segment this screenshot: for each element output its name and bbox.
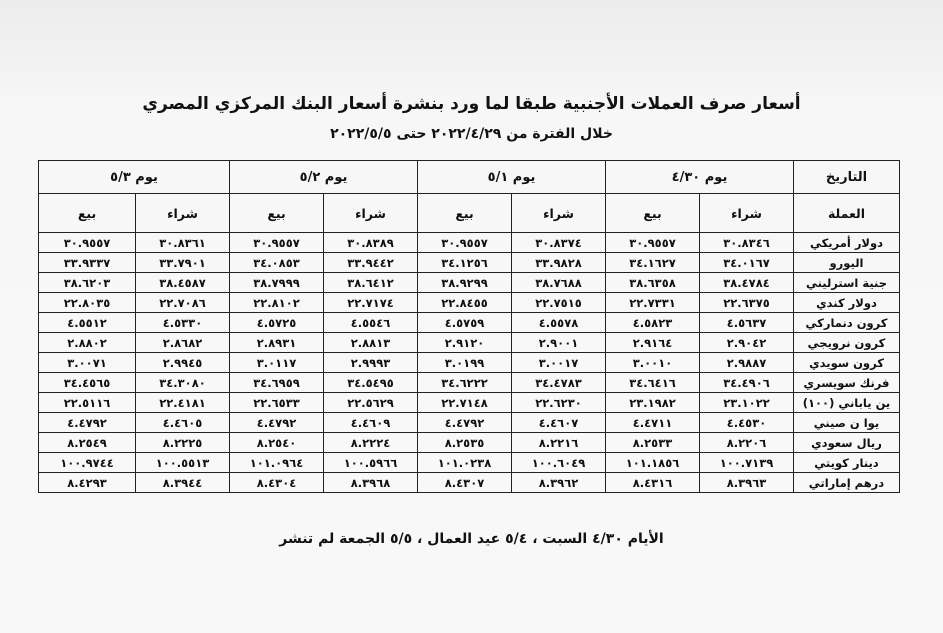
sell-rate-cell: ٣٠.٩٥٥٧ [418, 233, 512, 253]
sell-rate-cell: ٤.٥٧٥٩ [418, 313, 512, 333]
buy-rate-cell: ٨.٣٩٦٣ [700, 473, 794, 493]
buy-rate-cell: ٢٣.١٠٢٢ [700, 393, 794, 413]
day-header: يوم ٥/٢ [230, 161, 418, 194]
buy-rate-cell: ٨.٣٩٦٨ [324, 473, 418, 493]
sell-rate-cell: ٢.٩١٦٤ [606, 333, 700, 353]
table-row [39, 453, 900, 473]
sell-rate-cell: ٣٤.٠٨٥٣ [230, 253, 324, 273]
buy-rate-cell: ٣٨.٤٥٨٧ [136, 273, 230, 293]
table-row [39, 293, 900, 313]
exchange-rates-table [38, 160, 900, 493]
sell-rate-cell: ٣٠.٩٥٥٧ [606, 233, 700, 253]
currency-name: دولار أمريكي [794, 233, 900, 253]
buy-rate-cell: ١٠٠.٥٥١٣ [136, 453, 230, 473]
sell-rate-cell: ٤.٤٧٩٢ [230, 413, 324, 433]
buy-rate-cell: ٢.٩٩٤٥ [136, 353, 230, 373]
sell-rate-cell: ٣.٠١٩٩ [418, 353, 512, 373]
buy-rate-cell: ٢.٩٩٩٣ [324, 353, 418, 373]
table-row [39, 333, 900, 353]
sell-rate-cell: ٣٤.٤٥٦٥ [39, 373, 136, 393]
buy-rate-cell: ٢٢.٧١٧٤ [324, 293, 418, 313]
currency-name: فرنك سويسري [794, 373, 900, 393]
table-row [39, 273, 900, 293]
buy-rate-cell: ٣٣.٧٩٠١ [136, 253, 230, 273]
sell-rate-cell: ٣٤.٦٢٢٢ [418, 373, 512, 393]
sell-rate-cell: ٤.٥٨٢٣ [606, 313, 700, 333]
buy-rate-cell: ٤.٥٣٣٠ [136, 313, 230, 333]
buy-header: شراء [324, 194, 418, 233]
sell-rate-cell: ٣٨.٦٢٠٣ [39, 273, 136, 293]
sell-rate-cell: ٢٢.٨٠٣٥ [39, 293, 136, 313]
buy-rate-cell: ٨.٣٩٤٤ [136, 473, 230, 493]
buy-rate-cell: ٤.٤٦٠٥ [136, 413, 230, 433]
buy-rate-cell: ٣٤.٣٠٨٠ [136, 373, 230, 393]
currency-name: يوا ن صيني [794, 413, 900, 433]
rates-body [39, 233, 900, 493]
table-row [39, 413, 900, 433]
sell-rate-cell: ٢٣.١٩٨٢ [606, 393, 700, 413]
sell-rate-cell: ١٠١.٠٢٣٨ [418, 453, 512, 473]
buy-rate-cell: ٣٠.٨٣٨٩ [324, 233, 418, 253]
sell-rate-cell: ٢٢.٦٥٣٣ [230, 393, 324, 413]
sell-rate-cell: ٢٢.٧٣٣١ [606, 293, 700, 313]
buy-rate-cell: ٣.٠٠١٧ [512, 353, 606, 373]
table-row [39, 393, 900, 413]
buy-rate-cell: ٤.٥٥٧٨ [512, 313, 606, 333]
buy-rate-cell: ٤.٥٦٣٧ [700, 313, 794, 333]
buy-rate-cell: ٣٨.٧٦٨٨ [512, 273, 606, 293]
day-header: يوم ٥/١ [418, 161, 606, 194]
table-row [39, 373, 900, 393]
sell-rate-cell: ٨.٢٥٣٣ [606, 433, 700, 453]
sell-rate-cell: ٣.٠٠١٠ [606, 353, 700, 373]
buy-rate-cell: ٢٢.٦٣٧٥ [700, 293, 794, 313]
buy-rate-cell: ٣٤.٤٩٠٦ [700, 373, 794, 393]
currency-name: دينار كويتي [794, 453, 900, 473]
currency-name: دولار كندي [794, 293, 900, 313]
sell-rate-cell: ٣.٠٠٧١ [39, 353, 136, 373]
sell-rate-cell: ٣٣.٩٣٣٧ [39, 253, 136, 273]
buy-rate-cell: ٣٤.٥٤٩٥ [324, 373, 418, 393]
buy-rate-cell: ٢.٨٦٨٢ [136, 333, 230, 353]
sell-rate-cell: ٣٤.٦٩٥٩ [230, 373, 324, 393]
buy-rate-cell: ٣٣.٩٨٢٨ [512, 253, 606, 273]
buy-rate-cell: ٨.٢٢٢٤ [324, 433, 418, 453]
table-row [39, 353, 900, 373]
day-header: يوم ٥/٣ [39, 161, 230, 194]
buy-rate-cell: ٤.٥٥٤٦ [324, 313, 418, 333]
sell-rate-cell: ٨.٤٣٠٧ [418, 473, 512, 493]
sell-rate-cell: ٣٠.٩٥٥٧ [39, 233, 136, 253]
sell-rate-cell: ٣٤.١٢٥٦ [418, 253, 512, 273]
date-range-subtitle: خلال الفترة من ٢٠٢٢/٤/٢٩ حتى ٢٠٢٢/٥/٥ [330, 126, 613, 142]
buy-rate-cell: ١٠٠.٥٩٦٦ [324, 453, 418, 473]
sell-rate-cell: ٣٠.٩٥٥٧ [230, 233, 324, 253]
buy-rate-cell: ٢.٩٨٨٧ [700, 353, 794, 373]
buy-rate-cell: ٨.٢٢١٦ [512, 433, 606, 453]
date-header: التاريخ [794, 161, 900, 194]
buy-rate-cell: ٣٠.٨٣٧٤ [512, 233, 606, 253]
buy-rate-cell: ٣٠.٨٣٤٦ [700, 233, 794, 253]
sell-rate-cell: ٣٤.٦٤١٦ [606, 373, 700, 393]
buy-rate-cell: ٣٨.٤٧٨٤ [700, 273, 794, 293]
sell-rate-cell: ٢.٨٨٠٢ [39, 333, 136, 353]
sell-rate-cell: ٨.٢٥٤٠ [230, 433, 324, 453]
table-row [39, 473, 900, 493]
currency-name: درهم إماراتي [794, 473, 900, 493]
sell-rate-cell: ٤.٤٧١١ [606, 413, 700, 433]
buy-header: شراء [512, 194, 606, 233]
sell-rate-cell: ٨.٢٥٣٥ [418, 433, 512, 453]
currency-name: كرون سويدي [794, 353, 900, 373]
sell-rate-cell: ٨.٤٣٠٤ [230, 473, 324, 493]
buy-sell-header-row [39, 194, 900, 233]
sell-rate-cell: ٨.٢٥٤٩ [39, 433, 136, 453]
buy-header: شراء [136, 194, 230, 233]
sell-rate-cell: ٢٢.٨١٠٢ [230, 293, 324, 313]
sell-rate-cell: ٤.٤٧٩٢ [418, 413, 512, 433]
buy-rate-cell: ٤.٤٦٠٩ [324, 413, 418, 433]
currency-name: كرون نرويجي [794, 333, 900, 353]
currency-name: ين ياباني (١٠٠) [794, 393, 900, 413]
buy-rate-cell: ٢.٩٠٤٢ [700, 333, 794, 353]
buy-header: شراء [700, 194, 794, 233]
sell-rate-cell: ٢.٨٩٣١ [230, 333, 324, 353]
currency-header: العملة [794, 194, 900, 233]
document-title: أسعار صرف العملات الأجنبية طبقا لما ورد بنشرة أسعار البنك المركزي المصري [142, 94, 801, 114]
sell-header: بيع [606, 194, 700, 233]
buy-rate-cell: ٢.٩٠٠١ [512, 333, 606, 353]
sell-rate-cell: ٣٤.١٦٢٧ [606, 253, 700, 273]
sell-rate-cell: ١٠٠.٩٧٤٤ [39, 453, 136, 473]
sell-rate-cell: ٨.٤٣١٦ [606, 473, 700, 493]
sell-rate-cell: ٣٨.٩٢٩٩ [418, 273, 512, 293]
buy-rate-cell: ٣٠.٨٣٦١ [136, 233, 230, 253]
currency-name: جنية استرليني [794, 273, 900, 293]
buy-rate-cell: ٣٨.٦٤١٢ [324, 273, 418, 293]
table-row [39, 433, 900, 453]
buy-rate-cell: ٣٤.٤٧٨٣ [512, 373, 606, 393]
sell-rate-cell: ٤.٥٧٢٥ [230, 313, 324, 333]
table-row [39, 313, 900, 333]
buy-rate-cell: ٤.٤٦٠٧ [512, 413, 606, 433]
buy-rate-cell: ٨.٢٢٢٥ [136, 433, 230, 453]
buy-rate-cell: ١٠٠.٦٠٤٩ [512, 453, 606, 473]
buy-rate-cell: ٢٢.٧٥١٥ [512, 293, 606, 313]
sell-rate-cell: ٢٢.٥١١٦ [39, 393, 136, 413]
buy-rate-cell: ٢٢.٤١٨١ [136, 393, 230, 413]
sell-rate-cell: ٤.٥٥١٢ [39, 313, 136, 333]
sell-rate-cell: ٣.٠١١٧ [230, 353, 324, 373]
table-row [39, 253, 900, 273]
sell-header: بيع [418, 194, 512, 233]
currency-name: كرون دنماركي [794, 313, 900, 333]
sell-rate-cell: ٢٢.٧١٤٨ [418, 393, 512, 413]
buy-rate-cell: ١٠٠.٧١٣٩ [700, 453, 794, 473]
buy-rate-cell: ٢٢.٦٢٣٠ [512, 393, 606, 413]
sell-rate-cell: ٢٢.٨٤٥٥ [418, 293, 512, 313]
buy-rate-cell: ٤.٤٥٣٠ [700, 413, 794, 433]
sell-rate-cell: ٨.٤٢٩٣ [39, 473, 136, 493]
buy-rate-cell: ٢.٨٨١٣ [324, 333, 418, 353]
day-header: يوم ٤/٣٠ [606, 161, 794, 194]
footer-note: الأيام ٤/٣٠ السبت ، ٥/٤ عيد العمال ، ٥/٥ الجمعة لم تنشر [279, 531, 664, 547]
buy-rate-cell: ٢٢.٥٦٢٩ [324, 393, 418, 413]
sell-rate-cell: ٢.٩١٢٠ [418, 333, 512, 353]
sell-rate-cell: ٣٨.٧٩٩٩ [230, 273, 324, 293]
sell-rate-cell: ٤.٤٧٩٢ [39, 413, 136, 433]
buy-rate-cell: ٨.٣٩٦٢ [512, 473, 606, 493]
currency-name: اليورو [794, 253, 900, 273]
table-row [39, 233, 900, 253]
buy-rate-cell: ٣٣.٩٤٤٢ [324, 253, 418, 273]
sell-header: بيع [230, 194, 324, 233]
sell-rate-cell: ٣٨.٦٣٥٨ [606, 273, 700, 293]
sell-rate-cell: ١٠١.١٨٥٦ [606, 453, 700, 473]
sell-rate-cell: ١٠١.٠٩٦٤ [230, 453, 324, 473]
sell-header: بيع [39, 194, 136, 233]
day-header-row [39, 161, 900, 194]
currency-name: ريال سعودي [794, 433, 900, 453]
buy-rate-cell: ٨.٢٢٠٦ [700, 433, 794, 453]
buy-rate-cell: ٢٢.٧٠٨٦ [136, 293, 230, 313]
buy-rate-cell: ٣٤.٠١٦٧ [700, 253, 794, 273]
